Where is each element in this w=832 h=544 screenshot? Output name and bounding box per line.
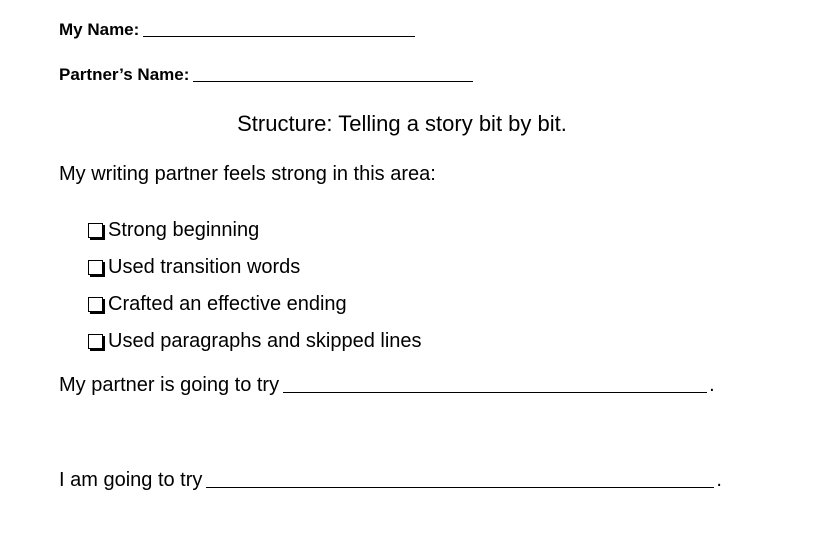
- checklist-item-label: Crafted an effective ending: [108, 293, 347, 315]
- checklist-item[interactable]: [88, 323, 422, 360]
- partner-try-period: .: [709, 374, 715, 396]
- checkbox-icon[interactable]: [88, 223, 103, 238]
- checkbox-icon[interactable]: [88, 334, 103, 349]
- self-try-row: [59, 469, 722, 492]
- partner-try-row: [59, 374, 715, 397]
- checklist-item[interactable]: [88, 286, 422, 323]
- strengths-checklist: [88, 212, 422, 360]
- strengths-prompt: My writing partner feels strong in this area:: [59, 163, 436, 185]
- checklist-item[interactable]: [88, 249, 422, 286]
- worksheet-title: Structure: Telling a story bit by bit.: [237, 111, 567, 136]
- partner-name-blank[interactable]: [193, 80, 473, 82]
- my-name-blank[interactable]: [143, 35, 415, 37]
- checklist-item-label: Strong beginning: [108, 219, 260, 241]
- self-try-period: .: [716, 469, 722, 491]
- partner-try-label: My partner is going to try: [59, 374, 280, 396]
- partner-name-label: Partner’s Name:: [59, 65, 190, 84]
- checkbox-icon[interactable]: [88, 260, 103, 275]
- checklist-item-label: Used transition words: [108, 256, 301, 278]
- partner-name-row: [59, 65, 473, 85]
- checklist-item[interactable]: [88, 212, 422, 249]
- self-try-blank[interactable]: [206, 486, 714, 488]
- checklist-item-label: Used paragraphs and skipped lines: [108, 330, 422, 352]
- self-try-label: I am going to try: [59, 469, 203, 491]
- my-name-label: My Name:: [59, 20, 140, 39]
- partner-try-blank[interactable]: [283, 391, 707, 393]
- my-name-row: [59, 20, 415, 40]
- checkbox-icon[interactable]: [88, 297, 103, 312]
